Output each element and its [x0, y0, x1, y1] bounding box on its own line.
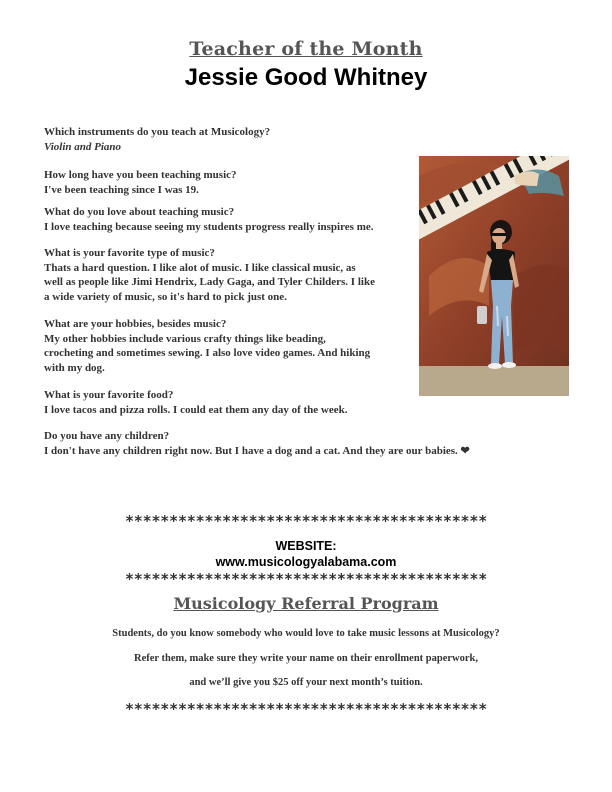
question: How long have you been teaching music? — [44, 169, 237, 181]
star-divider: ***************************************** — [124, 700, 488, 718]
question: What do you love about teaching music? — [44, 206, 235, 218]
answer: Violin and Piano — [44, 140, 122, 153]
qa-favorite-food — [44, 388, 424, 417]
qa-instruments — [44, 125, 424, 154]
answer-line: well as people like Jimi Hendrix, Lady Gaga, and Tyler Childers. I like — [44, 276, 375, 288]
question: What are your hobbies, besides music? — [44, 318, 227, 330]
heart-icon: ❤ — [460, 444, 470, 457]
qa-children — [44, 429, 544, 458]
teacher-photo — [419, 156, 569, 396]
qa-love-teaching — [44, 205, 416, 234]
referral-line: Students, do you know somebody who would love to take music lessons at Musicology? — [112, 628, 500, 639]
qa-favorite-music — [44, 246, 424, 304]
question: Do you have any children? — [44, 430, 170, 442]
question: What is your favorite type of music? — [44, 247, 215, 259]
answer: I love teaching because seeing my students progress really inspires me. — [44, 220, 374, 233]
teacher-of-month-heading: Teacher of the Month — [189, 38, 423, 60]
answer — [44, 444, 544, 459]
answer-text: I don't have any children right now. But I have a dog and a cat. And they are our babies. — [44, 444, 458, 457]
answer: I love tacos and pizza rolls. I could eat them any day of the week. — [44, 403, 348, 416]
teacher-name: Jessie Good Whitney — [184, 64, 428, 91]
answer-line: crocheting and sometimes sewing. I also love video games. And hiking — [44, 347, 371, 359]
website-label: WEBSITE: — [275, 539, 337, 553]
star-divider: ***************************************** — [124, 570, 488, 588]
qa-hobbies — [44, 317, 424, 375]
website-url[interactable]: www.musicologyalabama.com — [215, 555, 397, 569]
referral-title: Musicology Referral Program — [173, 594, 439, 613]
answer-line: with my dog. — [44, 361, 105, 374]
question: Which instruments do you teach at Musicology? — [44, 126, 271, 138]
referral-line: and we’ll give you $25 off your next month’s tuition. — [189, 677, 423, 688]
star-divider: ***************************************** — [124, 512, 488, 530]
answer-line: Thats a hard question. I like alot of music. I like classical music, as — [44, 261, 356, 274]
answer-line: My other hobbies include various crafty things like beading, — [44, 332, 326, 345]
qa-teaching-duration — [44, 168, 424, 197]
question: What is your favorite food? — [44, 389, 174, 401]
answer: I've been teaching since I was 19. — [44, 183, 199, 196]
referral-line: Refer them, make sure they write your name on their enrollment paperwork, — [133, 653, 479, 664]
answer-line: a wide variety of music, so it's hard to pick just one. — [44, 290, 287, 303]
